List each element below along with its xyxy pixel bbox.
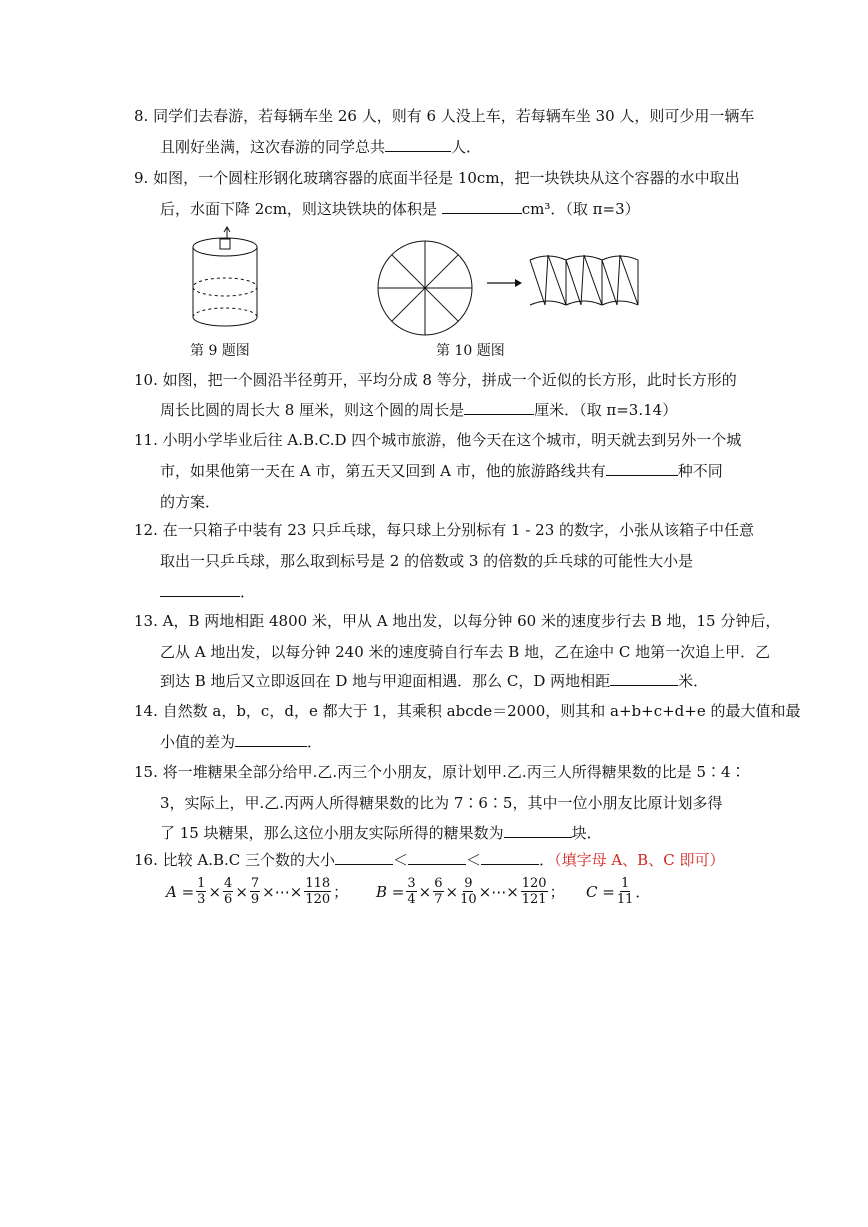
question-12-line2: 取出一只乒乓球，那么取到标号是 2 的倍数或 3 的倍数的乒乓球的可能性大小是 xyxy=(160,552,694,570)
answer-blank[interactable] xyxy=(442,199,522,214)
circle-divided-figure xyxy=(375,238,480,343)
question-15-line3: 了 15 块糖果，那么这位小朋友实际所得的糖果数为 块． xyxy=(160,824,602,842)
answer-blank[interactable] xyxy=(385,137,451,152)
question-13-line3: 到达 B 地后又立即返回在 D 地与甲迎面相遇．那么 C，D 两地相距 米． xyxy=(160,672,709,690)
answer-blank[interactable] xyxy=(235,732,307,747)
question-11-line2: 市，如果他第一天在 A 市，第五天又回到 A 市，他的旅游路线共有 种不同 xyxy=(160,462,723,480)
question-15-line1: 15. 将一堆糖果全部分给甲.乙.丙三个小朋友，原计划甲.乙.丙三人所得糖果数的比是 5∶4∶ xyxy=(134,763,746,781)
answer-blank[interactable] xyxy=(606,461,678,476)
question-8-line1: 8. 同学们去春游，若每辆车坐 26 人，则有 6 人没上车，若每辆车坐 30 人，则可少用一辆车 xyxy=(134,107,755,125)
question-14-line2: 小值的差为 ． xyxy=(160,733,323,751)
answer-blank[interactable] xyxy=(464,400,534,415)
answer-blank-3[interactable] xyxy=(481,850,539,865)
cylinder-figure xyxy=(180,225,270,340)
answer-blank-2[interactable] xyxy=(408,850,466,865)
formula-c: C = $\frac{1}{11}$ ． xyxy=(586,876,651,907)
question-14-line1: 14. 自然数 a，b，c，d，e 都大于 1，其乘积 abcde＝2000，则其和 a+b+c+d+e 的最大值和最 xyxy=(134,702,801,720)
answer-blank[interactable] xyxy=(610,671,678,686)
question-11-line1: 11. 小明小学毕业后往 A.B.C.D 四个城市旅游，他今天在这个城市，明天就去到另外一个城 xyxy=(134,431,742,449)
answer-blank-1[interactable] xyxy=(335,850,393,865)
formula-a: A = $\frac{1}{3}$ × $\frac{4}{6}$ × $\frac{7}{9}$ ×⋯× $\frac{118}{120}$ ； xyxy=(166,876,349,907)
question-13-line2: 乙从 A 地出发，以每分钟 240 米的速度骑自行车去 B 地，乙在途中 C 地第一次追上甲．乙 xyxy=(160,643,771,661)
question-11-line3: 的方案． xyxy=(160,493,221,511)
question-12-line1: 12. 在一只箱子中装有 23 只乒乓球，每只球上分别标有 1 - 23 的数字，小张从该箱子中任意 xyxy=(134,521,755,539)
fill-hint: （填字母 A、B、C 即可） xyxy=(554,851,725,869)
question-15-line2: 3，实际上，甲.乙.丙两人所得糖果数的比为 7∶6∶5，其中一位小朋友比原计划多得 xyxy=(160,794,723,812)
question-13-line1: 13. A，B 两地相距 4800 米，甲从 A 地出发，以每分钟 60 米的速度步行去 B 地，15 分钟后， xyxy=(134,612,781,630)
question-10-line2: 周长比圆的周长大 8 厘米，则这个圆的周长是 厘米．（取 π=3.14） xyxy=(160,401,678,419)
rearranged-sectors-figure xyxy=(525,245,645,313)
question-12-line3: ． xyxy=(160,582,255,602)
figure-9-caption: 第 9 题图 xyxy=(190,343,250,359)
question-8-line2: 且刚好坐满，这次春游的同学总共 人． xyxy=(160,138,482,156)
formula-b: B = $\frac{3}{4}$ × $\frac{6}{7}$ × $\frac{9}{10}$ ×⋯× $\frac{120}{121}$ ； xyxy=(376,876,565,907)
answer-blank[interactable] xyxy=(504,823,572,838)
question-10-line1: 10. 如图，把一个圆沿半径剪开，平均分成 8 等分，拼成一个近似的长方形，此时长方形的 xyxy=(134,371,737,389)
figure-10-caption: 第 10 题图 xyxy=(436,343,505,359)
answer-blank[interactable] xyxy=(160,582,240,597)
question-16-line1: 16. 比较 A.B.C 三个数的大小 ＜ ＜ ．（填字母 A、B、C 即可） xyxy=(134,851,725,869)
question-9-line2: 后，水面下降 2cm，则这块铁块的体积是 cm³．（取 π=3） xyxy=(160,200,640,218)
question-9-line1: 9. 如图，一个圆柱形钢化玻璃容器的底面半径是 10cm，把一块铁块从这个容器的水中取出 xyxy=(134,169,740,187)
arrow-right-icon xyxy=(485,275,525,291)
